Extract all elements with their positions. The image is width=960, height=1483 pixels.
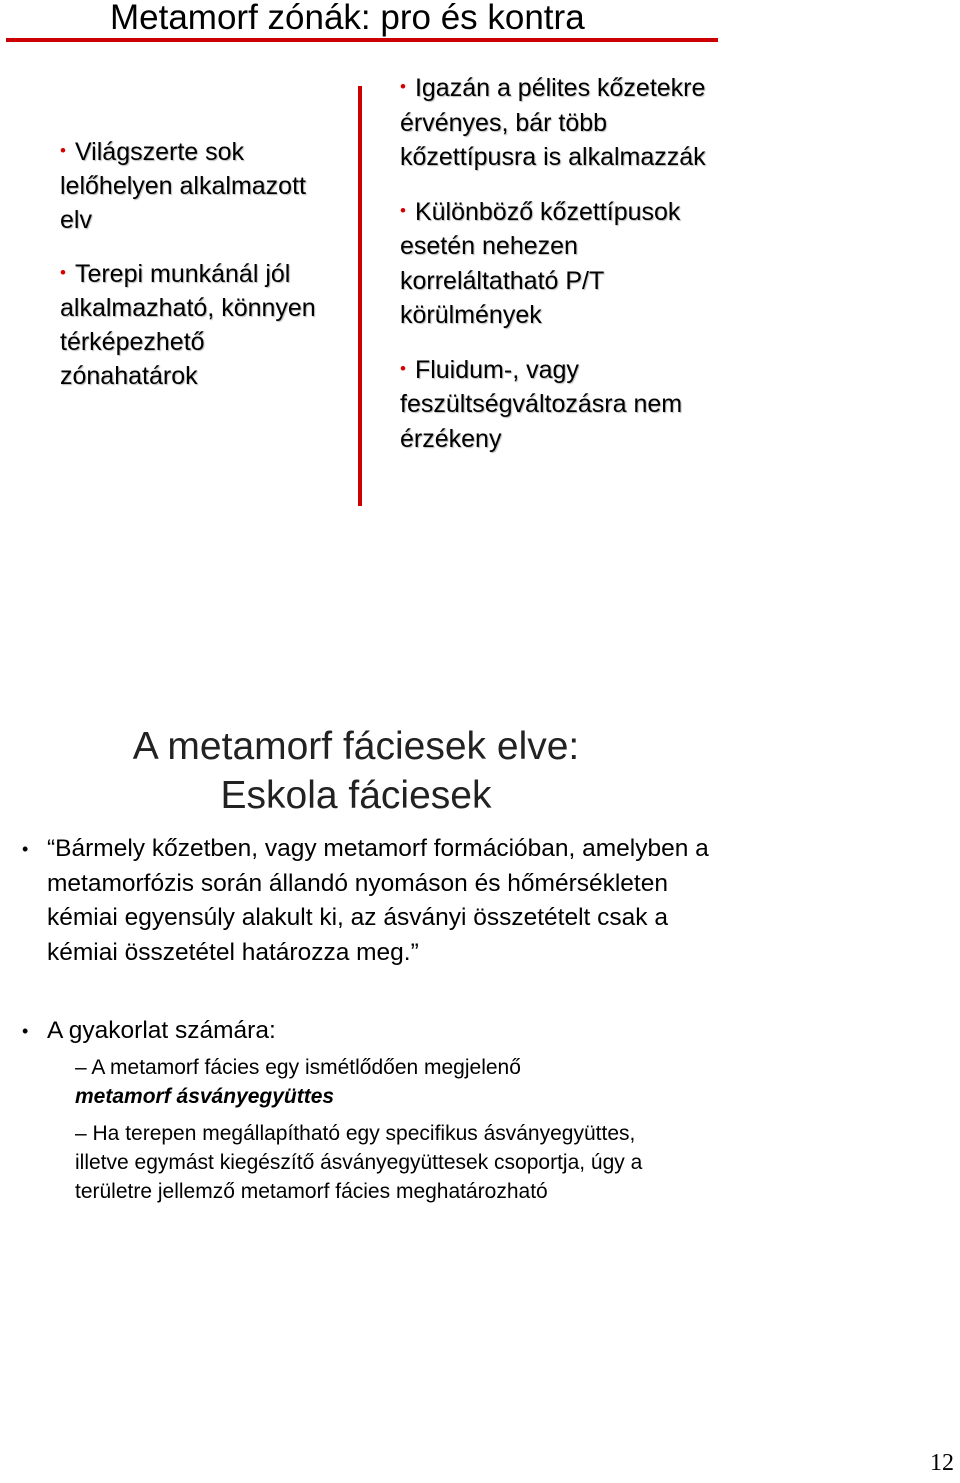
pros-item (60, 134, 335, 237)
slide2-title-line1: A metamorf fáciesek elve: (132, 725, 580, 768)
cons-item (400, 194, 730, 333)
slide2-title-line2: Eskola fáciesek (220, 774, 492, 817)
definition-quote: “Bármely kőzetben, vagy metamorf formációban, amelyben a metamorfózis során állandó nyomáson és hőmérsékleten kémiai egyensúly alakult ki, az ásványi összetételt csak a kémiai összetétel határozza meg.” (47, 835, 709, 966)
practice-sub-item (75, 1119, 675, 1206)
bullet-icon: • (22, 839, 29, 859)
sub-item-emphasis: metamorf ásványegyüttes (75, 1085, 335, 1108)
pros-item-text: Terepi munkánál jól alkalmazható, könnyen térképezhető zónahatárok (60, 260, 316, 390)
slide2-title (0, 722, 712, 820)
sub-item-text: – A metamorf fácies egy ismétlődően megjelenő (75, 1056, 521, 1079)
cons-item (400, 352, 730, 457)
page-number: 12 (930, 1450, 954, 1476)
sub-item-text: – Ha terepen megállapítható egy specifikus ásványegyüttes, illetve egymást kiegészítő ásványegyüttesek csoportja, úgy a területre jellemző metamorf fácies meghatározható (75, 1122, 643, 1203)
practice-sub-item (75, 1053, 605, 1111)
bullet-icon: • (400, 77, 406, 96)
practice-label: A gyakorlat számára: (47, 1017, 276, 1044)
pros-item (60, 256, 335, 393)
bullet-icon: • (60, 263, 66, 282)
bullet-icon: • (22, 1021, 29, 1041)
cons-item-text: Különböző kőzettípusok esetén nehezen korreláltatható P/T körülmények (400, 197, 681, 329)
cons-item (400, 70, 730, 175)
definition-bullet (22, 832, 722, 970)
bullet-icon: • (400, 358, 406, 378)
cons-item-text: Fluidum-, vagy feszültségváltozásra nem érzékeny (400, 355, 683, 453)
bullet-icon: • (60, 141, 66, 160)
cons-list (400, 70, 730, 475)
pros-list (60, 134, 335, 412)
pros-item-text: Világszerte sok lelőhelyen alkalmazott elv (60, 138, 306, 234)
column-divider (358, 86, 362, 506)
cons-item-text: Igazán a pélites kőzetekre érvényes, bár több kőzettípusra is alkalmazzák (400, 74, 706, 171)
practice-bullet (22, 1014, 722, 1049)
bullet-icon: • (400, 200, 406, 220)
slide1-title: Metamorf zónák: pro és kontra (110, 0, 585, 37)
title-underline (6, 38, 718, 42)
